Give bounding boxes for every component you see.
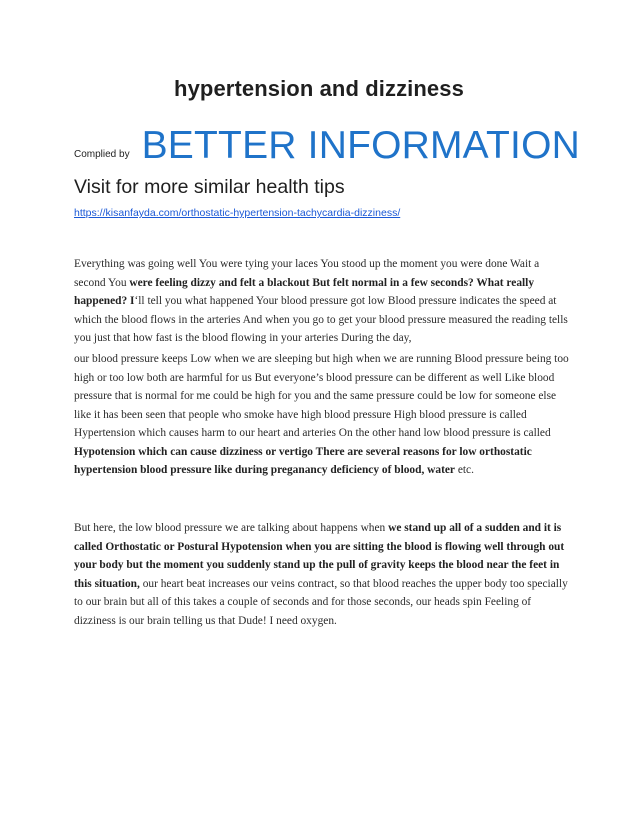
page-title: hypertension and dizziness (174, 76, 464, 101)
text-run: But here, the low blood pressure we are talking about happens when (74, 522, 389, 534)
text-run: our blood pressure keeps Low when we are sleeping but high when we are running Blood pressure being too high or too low both are harmful for us But everyone’s blood pressure can be different as well Like blood pressure that is normal for me could be high for you and the same pressure could be low for someone else like it has been seen that people who smoke have high blood pressure High blood pressure is called Hypertension which causes harm to our heart and arteries On the other hand low blood pressure is called (74, 353, 569, 439)
visit-heading: Visit for more similar health tips (74, 176, 345, 198)
compiled-by-label: Complied by (74, 149, 130, 160)
source-link[interactable]: https://kisanfayda.com/orthostatic-hypertension-tachycardia-dizziness/ (74, 207, 401, 219)
bold-text-run: Hypotension which can cause dizziness or vertigo There are several reasons for low orthostatic hypertension blood pressure like during preganancy deficiency of blood, water (74, 445, 532, 476)
bold-text-run: were feeling dizzy and felt a blackout But felt normal in a few seconds? What really happened? I (74, 276, 535, 307)
paragraph-1 (74, 255, 570, 348)
text-run: etc. (454, 464, 474, 476)
text-run: ‘ll tell you what happened Your blood pressure got low Blood pressure indicates the speed at which the blood flows in the arteries And when you go to get your blood pressure measured the reading tells you just that how fast is the blood flowing in your arteries During the day, (74, 295, 568, 344)
compiled-by-row (74, 124, 580, 172)
text-run: our heart beat increases our veins contract, so that blood reaches the upper body too specially to our brain but all of this takes a couple of seconds and for those seconds, our heads spin Feeling of dizziness is our brain telling us that Dude! I need oxygen. (74, 577, 568, 627)
bold-text-run: we stand up all of a sudden and it is called Orthostatic or Postural Hypotension when you are sitting the blood is flowing well through out your body but the moment you suddenly stand up the pull of gravity keeps the blood near the feet in this situation, (74, 522, 565, 590)
paragraph-3 (74, 519, 570, 630)
brand-heading: BETTER INFORMATION (141, 124, 580, 167)
text-run: Everything was going well You were tying your laces You stood up the moment you were done Wait a second You (74, 258, 540, 289)
paragraph-2 (74, 350, 570, 480)
